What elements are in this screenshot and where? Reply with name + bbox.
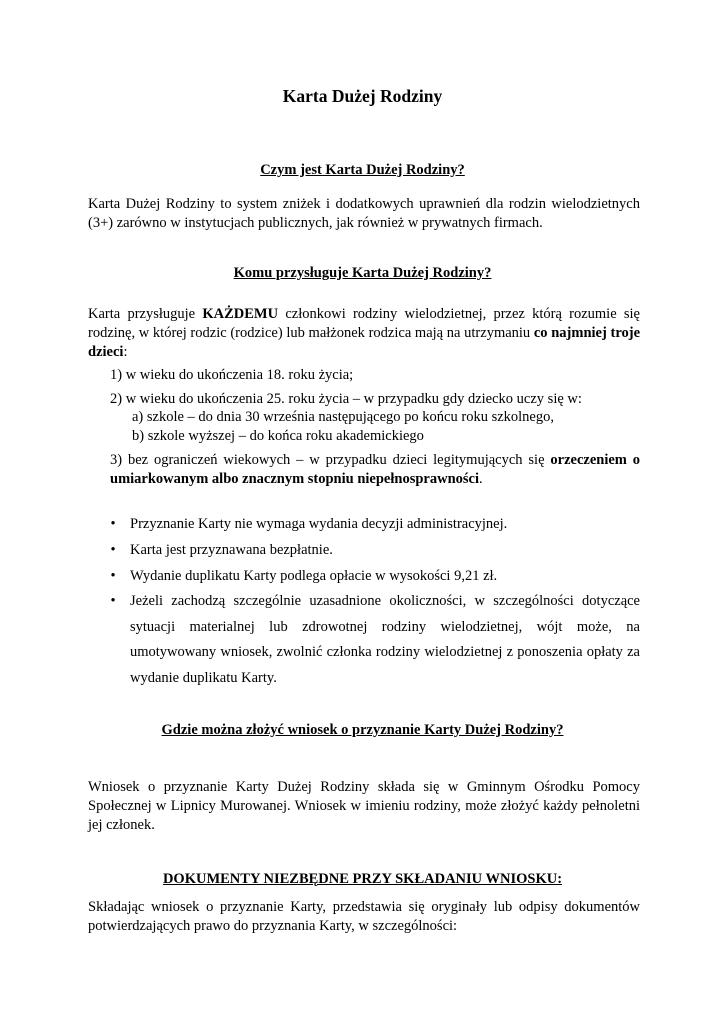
bullet-icon: • — [110, 593, 116, 609]
list-subitem: b) szkole wyższej – do końca roku akademickiego — [132, 428, 424, 444]
bullet-icon: • — [110, 516, 116, 532]
list-item: • Jeżeli zachodzą szczególnie uzasadnione okoliczności, w szczególności dotyczące sytuacji materialnej lub zdrowotnej rodziny wielodzietnej, wójt może, na umotywowany wniosek, zwolnić członka rodziny wielodzietnej z ponoszenia opłaty za wydanie duplikatu Karty. — [106, 589, 640, 691]
section-heading-what-is: Czym jest Karta Dużej Rodziny? — [260, 162, 465, 178]
list-item: • Wydanie duplikatu Karty podlega opłacie w wysokości 9,21 zł. — [106, 567, 640, 592]
list-item: • Przyznanie Karty nie wymaga wydania decyzji administracyjnej. — [106, 515, 640, 541]
emphasis-disability: orzeczeniem o umiarkowanym albo znacznym stopniu niepełnosprawności — [110, 452, 640, 487]
bullet-icon: • — [110, 542, 116, 558]
page-title: Karta Dużej Rodziny — [282, 86, 443, 106]
list-subitem: a) szkole – do dnia 30 września następującego po końcu roku szkolnego, — [132, 409, 554, 425]
emphasis-three-children: co najmniej troje dzieci — [88, 325, 641, 360]
bullet-icon: • — [110, 568, 116, 584]
section-heading-where: Gdzie można złożyć wniosek o przyznanie Karty Dużej Rodziny? — [161, 722, 564, 738]
list-item: 2) w wieku do ukończenia 25. roku życia – w przypadku gdy dziecko uczy się w: — [110, 391, 582, 407]
section-para-what-is: Karta Dużej Rodziny to system zniżek i dodatkowych uprawnień dla rodzin wielodzietnych (3+) zarówno w instytucjach publicznych, jak również w prywatnych firmach. — [88, 196, 640, 231]
section-heading-documents: DOKUMENTY NIEZBĘDNE PRZY SKŁADANIU WNIOSKU: — [162, 871, 563, 887]
section-heading-who: Komu przysługuje Karta Dużej Rodziny? — [233, 265, 492, 281]
list-item: • Karta jest przyznawana bezpłatnie. — [106, 541, 640, 567]
list-item: 1) w wieku do ukończenia 18. roku życia; — [110, 367, 354, 383]
section-para-documents: Składając wniosek o przyznanie Karty, przedstawia się oryginały lub odpisy dokumentów potwierdzających prawo do przyznania Karty, w szczególności: — [88, 899, 640, 934]
section-para-where: Wniosek o przyznanie Karty Dużej Rodziny składa się w Gminnym Ośrodku Pomocy Społecznej w Lipnicy Murowanej. Wniosek w imieniu rodziny, może złożyć każdy pełnoletni jej członek. — [88, 779, 640, 833]
list-item: 3) bez ograniczeń wiekowych – w przypadku dzieci legitymujących się orzeczeniem o umiarkowanym albo znacznym stopniu niepełnosprawności. — [110, 452, 640, 487]
emphasis-everyone: KAŻDEMU — [202, 306, 279, 322]
bullet-list — [106, 515, 640, 691]
section-para-who: Karta przysługuje KAŻDEMU członkowi rodziny wielodzietnej, przez którą rozumie się rodzinę, w której rodzic (rodzice) lub małżonek rodzica mają na utrzymaniu co najmniej troje dzieci: — [88, 306, 641, 360]
